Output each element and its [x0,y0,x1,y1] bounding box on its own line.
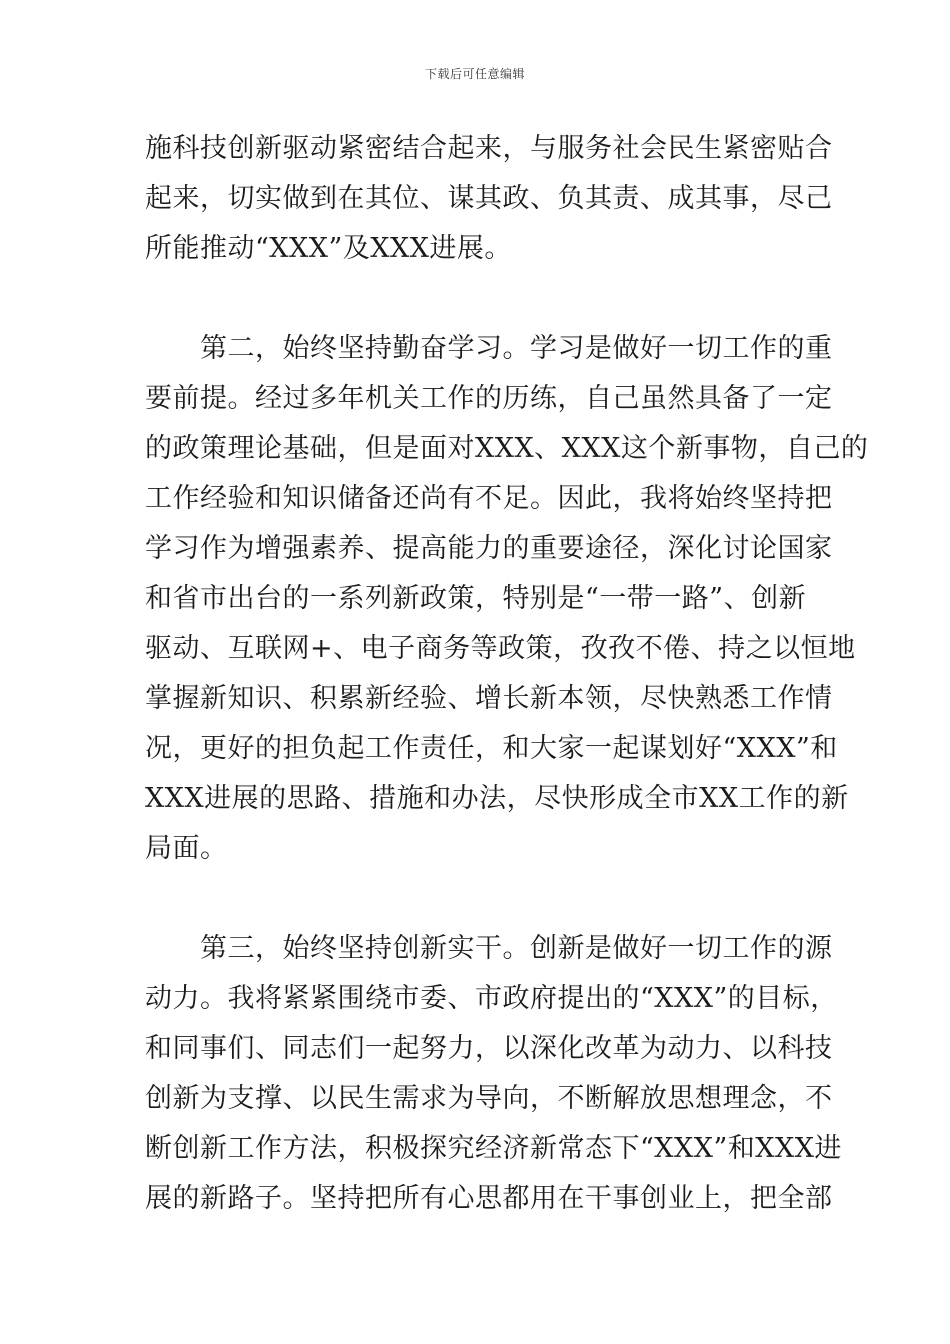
document-body [145,124,869,1224]
paragraph-gap [145,874,807,924]
paragraph-innovation [145,924,842,1224]
text-line: 展的新路子。坚持把所有心思都用在干事创业上，把全部 [145,1183,833,1214]
text-line: 起来，切实做到在其位、谋其政、负其责、成其事，尽己 [145,183,833,214]
page-header: 下载后可任意编辑 [424,67,525,81]
text-line: XXX进展的思路、措施和办法，尽快形成全市XX工作的新 [145,783,849,814]
text-line: 掌握新知识、积累新经验、增长新本领，尽快熟悉工作情 [145,683,833,714]
paragraph-gap [145,274,807,324]
text-line: 所能推动“XXX”及XXX进展。 [145,233,512,264]
text-line: 第二，始终坚持勤奋学习。学习是做好一切工作的重 [145,333,833,364]
text-line: 的政策理论基础，但是面对XXX、XXX这个新事物，自己的 [145,433,869,464]
text-line: 学习作为增强素养、提高能力的重要途径，深化讨论国家 [145,533,833,564]
text-line: 要前提。经过多年机关工作的历练，自己虽然具备了一定 [145,383,833,414]
text-line: 和省市出台的一系列新政策，特别是“一带一路”、创新 [145,583,807,614]
text-line: 工作经验和知识储备还尚有不足。因此，我将始终坚持把 [145,483,833,514]
text-line: 动力。我将紧紧围绕市委、市政府提出的“XXX”的目标， [145,983,838,1014]
text-line: 创新为支撑、以民生需求为导向，不断解放思想理念，不 [145,1083,833,1114]
text-line: 驱动、互联网+、电子商务等政策，孜孜不倦、持之以恒地 [145,633,856,664]
paragraph-study [145,324,869,874]
text-line: 第三，始终坚持创新实干。创新是做好一切工作的源 [145,933,833,964]
text-line: 施科技创新驱动紧密结合起来，与服务社会民生紧密贴合 [145,133,833,164]
text-line: 断创新工作方法，积极探究经济新常态下“XXX”和XXX进 [145,1133,842,1164]
paragraph-continued [145,124,833,274]
text-line: 况，更好的担负起工作责任，和大家一起谋划好“XXX”和 [145,733,838,764]
text-line: 和同事们、同志们一起努力，以深化改革为动力、以科技 [145,1033,833,1064]
text-line: 局面。 [145,833,228,864]
